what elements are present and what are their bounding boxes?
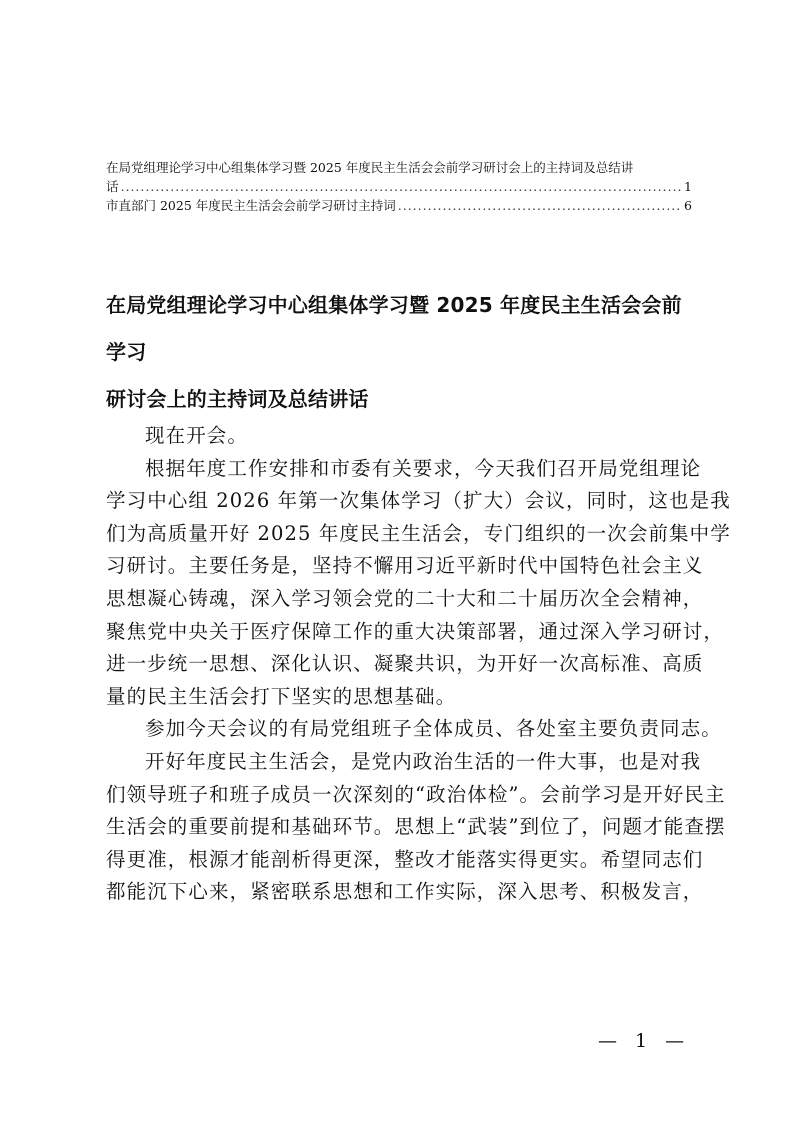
table-of-contents	[106, 158, 692, 215]
document-body	[106, 420, 731, 909]
body-line: 学习中心组 2026 年第一次集体学习（扩大）会议，同时，这也是我	[106, 489, 731, 513]
toc-entry[interactable]	[106, 196, 692, 215]
toc-entry-title-continued: 话	[106, 179, 119, 194]
body-line: 现在开会。	[145, 424, 249, 447]
body-line: 参加今天会议的有局党组班子全体成员、各处室主要负责同志。	[145, 717, 722, 741]
body-line: 们领导班子和班子成员一次深刻的“政治体检”。会前学习是开好民主	[106, 782, 726, 806]
body-line: 聚焦党中央关于医疗保障工作的重大决策部署，通过深入学习研讨，	[106, 619, 725, 643]
toc-entry-title: 市直部门 2025 年度民主生活会会前学习研讨主持词	[106, 198, 396, 213]
document-title	[106, 282, 696, 423]
toc-entry-line	[106, 196, 692, 215]
body-line: 思想凝心铸魂，深入学习领会党的二十大和二十届历次全会精神，	[106, 586, 704, 610]
document-title-line: 在局党组理论学习中心组集体学习暨 2025 年度民主生活会会前学习	[106, 293, 682, 364]
toc-entry-title: 在局党组理论学习中心组集体学习暨 2025 年度民主生活会会前学习研讨会上的主持词及总结讲	[106, 160, 634, 175]
toc-page-number: 1	[684, 179, 692, 194]
body-line: 进一步统一思想、深化认识、凝聚共识，为开好一次高标准、高质	[106, 652, 704, 676]
toc-entry[interactable]	[106, 158, 692, 196]
toc-dot-leader	[121, 177, 683, 196]
body-line: 得更准，根源才能剖析得更深，整改才能落实得更实。希望同志们	[106, 847, 704, 871]
body-line: 都能沉下心来，紧密联系思想和工作实际，深入思考、积极发言，	[106, 880, 704, 904]
toc-page-number: 6	[684, 198, 692, 213]
body-line: 根据年度工作安排和市委有关要求，今天我们召开局党组理论	[145, 456, 702, 480]
body-line: 生活会的重要前提和基础环节。思想上“武装”到位了，问题才能查摆	[106, 815, 726, 839]
body-line: 习研讨。主要任务是，坚持不懈用习近平新时代中国特色社会主义	[106, 554, 704, 578]
toc-dot-leader	[398, 196, 682, 215]
body-line: 量的民主生活会打下坚实的思想基础。	[106, 684, 457, 708]
toc-entry-line	[106, 158, 692, 177]
toc-entry-line	[106, 177, 692, 196]
body-line: 们为高质量开好 2025 年度民主生活会，专门组织的一次会前集中学	[106, 521, 731, 545]
document-title-line: 研讨会上的主持词及总结讲话	[106, 387, 369, 411]
page-number: — 1 —	[598, 1030, 691, 1052]
body-line: 开好年度民主生活会，是党内政治生活的一件大事，也是对我	[145, 749, 702, 773]
